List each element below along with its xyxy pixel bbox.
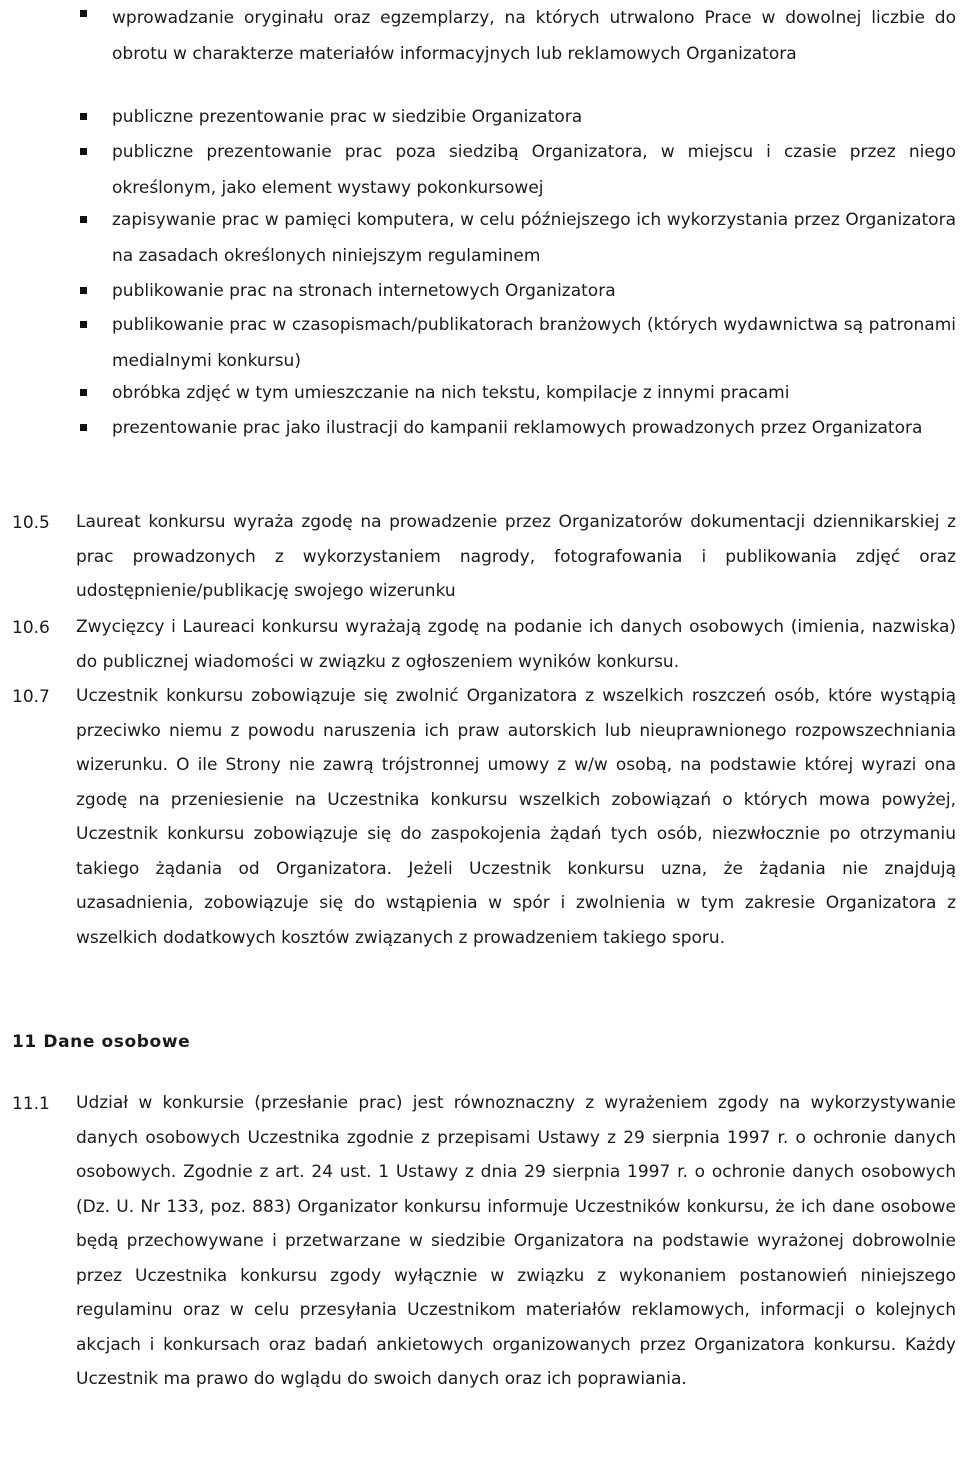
paragraph-number: 10.5: [12, 513, 50, 533]
list-item-text: publiczne prezentowanie prac poza siedzibą Organizatora, w miejscu i czasie przez niego określonym, jako element wystawy pokonkursowej: [112, 142, 956, 198]
paragraph-number: 10.6: [12, 618, 50, 638]
square-bullet-icon: [80, 216, 87, 223]
paragraph-number: 10.7: [12, 687, 50, 707]
square-bullet-icon: [80, 287, 87, 294]
paragraph-text: Laureat konkursu wyraża zgodę na prowadzenie przez Organizatorów dokumentacji dziennikarskiej z prac prowadzonych z wykorzystaniem nagrody, fotografowania i publikowania zdjęć oraz udostępnienie/publikację swojego wizerunku: [76, 512, 956, 601]
square-bullet-icon: [80, 389, 87, 396]
list-item-text: wprowadzanie oryginału oraz egzemplarzy, na których utrwalono Prace w dowolnej liczbie do obrotu w charakterze materiałów informacyjnych lub reklamowych Organizatora: [112, 8, 956, 64]
list-item-text: publikowanie prac w czasopismach/publikatorach branżowych (których wydawnictwa są patronami medialnymi konkursu): [112, 315, 956, 371]
list-item-text: publiczne prezentowanie prac w siedzibie Organizatora: [112, 107, 583, 127]
paragraph-number: 11.1: [12, 1094, 50, 1114]
list-item-text: prezentowanie prac jako ilustracji do kampanii reklamowych prowadzonych przez Organizatora: [112, 418, 923, 438]
list-item-text: zapisywanie prac w pamięci komputera, w celu późniejszego ich wykorzystania przez Organizatora na zasadach określonych niniejszym regulaminem: [112, 210, 956, 266]
list-item-text: publikowanie prac na stronach internetowych Organizatora: [112, 281, 616, 301]
square-bullet-icon: [80, 113, 87, 120]
list-item-text: obróbka zdjęć w tym umieszczanie na nich tekstu, kompilacje z innymi pracami: [112, 383, 790, 403]
square-bullet-icon: [80, 148, 87, 155]
square-bullet-icon: [80, 424, 87, 431]
square-bullet-icon: [80, 321, 87, 328]
section-heading: 11 Dane osobowe: [12, 1032, 191, 1052]
square-bullet-icon: [80, 10, 87, 17]
paragraph-text: Udział w konkursie (przesłanie prac) jest równoznaczny z wyrażeniem zgody na wykorzystywanie danych osobowych Uczestnika zgodnie z przepisami Ustawy z 29 sierpnia 1997 r. o ochronie danych osobowych. Zgodnie z art. 24 ust. 1 Ustawy z dnia 29 sierpnia 1997 r. o ochronie danych osobowych (Dz. U. Nr 133, poz. 883) Organizator konkursu informuje Uczestników konkursu, że ich dane osobowe będą przechowywane i przetwarzane w siedzibie Organizatora na podstawie wyrażonej dobrowolnie przez Uczestnika konkursu zgody wyłącznie w związku z wykonaniem postanowień niniejszego regulaminu oraz w celu przesyłania Uczestnikom materiałów reklamowych, informacji o kolejnych akcjach i konkursach oraz badań ankietowych organizowanych przez Organizatora konkursu. Każdy Uczestnik ma prawo do wglądu do swoich danych oraz ich poprawiania.: [76, 1093, 956, 1389]
paragraph-text: Uczestnik konkursu zobowiązuje się zwolnić Organizatora z wszelkich roszczeń osób, które wystąpią przeciwko niemu z powodu naruszenia ich praw autorskich lub nieuprawnionego rozpowszechniania wizerunku. O ile Strony nie zawrą trójstronnej umowy z w/w osobą, na podstawie której wyrazi ona zgodę na przeniesienie na Uczestnika konkursu wszelkich zobowiązań o których mowa powyżej, Uczestnik konkursu zobowiązuje się do zaspokojenia żądań tych osób, niezwłocznie po otrzymaniu takiego żądania od Organizatora. Jeżeli Uczestnik konkursu uzna, że żądania nie znajdują uzasadnienia, zobowiązuje się do wstąpienia w spór i zwolnienia w tym zakresie Organizatora z wszelkich dodatkowych kosztów związanych z prowadzeniem takiego sporu.: [76, 686, 956, 948]
paragraph-text: Zwycięzcy i Laureaci konkursu wyrażają zgodę na podanie ich danych osobowych (imienia, nazwiska) do publicznej wiadomości w związku z ogłoszeniem wyników konkursu.: [76, 617, 956, 672]
